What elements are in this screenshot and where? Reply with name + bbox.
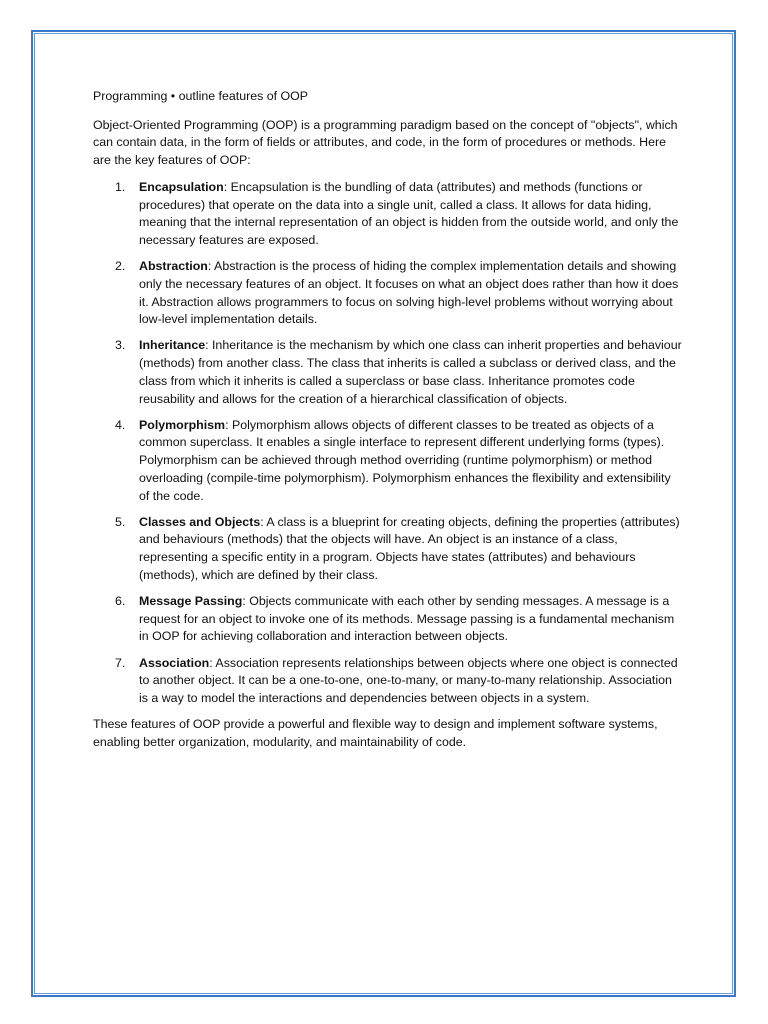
document-heading: Programming • outline features of OOP	[93, 89, 309, 103]
feature-term: Abstraction	[139, 259, 208, 274]
feature-description: : Inheritance is the mechanism by which one class can inherit properties and behaviour (methods) from another class. The class that inherits is called a subclass or derived class, and the class from which it inherits is called a superclass or base class. Inheritance promotes code reusability and allows for the creation of a hierarchical classification of objects.	[139, 338, 682, 406]
feature-description: : Abstraction is the process of hiding the complex implementation details and showing only the necessary features of an object. It focuses on what an object does rather than how it does it. Abstraction allows programmers to focus on solving high-level problems without worrying about low-level implementation details.	[139, 259, 679, 327]
feature-number: 1.	[115, 179, 126, 194]
document-body	[93, 88, 683, 761]
feature-term: Polymorphism	[139, 417, 226, 432]
feature-term: Encapsulation	[139, 179, 224, 194]
feature-description: : Encapsulation is the bundling of data (attributes) and methods (functions or procedures) that operate on the data into a single unit, called a class. It allows for data hiding, meaning that the internal representation of an object is hidden from the outside world, and only the necessary features are exposed.	[139, 179, 679, 247]
feature-item-abstraction	[93, 258, 683, 329]
feature-description: : Association represents relationships between objects where one object is connected to another object. It can be a one-to-one, one-to-many, or many-to-many relationship. Association is a way to model the interactions and dependencies between objects in a system.	[139, 655, 678, 706]
closing-paragraph: These features of OOP provide a powerful and flexible way to design and implement software systems, enabling better organization, modularity, and maintainability of code.	[93, 717, 658, 749]
feature-item-message-passing	[93, 593, 683, 646]
feature-description: : Polymorphism allows objects of different classes to be treated as objects of a common superclass. It enables a single interface to represent different underlying forms (types). Polymorphism can be achieved through method overriding (runtime polymorphism) or method overloading (compile-time polymorphism). Polymorphism enhances the flexibility and extensibility of the code.	[139, 417, 671, 503]
feature-number: 7.	[115, 655, 126, 670]
feature-number: 4.	[115, 417, 126, 432]
feature-term: Message Passing	[139, 594, 243, 609]
feature-item-encapsulation	[93, 179, 683, 250]
feature-item-association	[93, 655, 683, 708]
features-list	[93, 179, 683, 708]
feature-number: 2.	[115, 259, 126, 274]
feature-item-classes-and-objects	[93, 514, 683, 585]
feature-term: Inheritance	[139, 338, 206, 353]
feature-description: : Objects communicate with each other by sending messages. A message is a request for an object to invoke one of its methods. Message passing is a fundamental mechanism in OOP for achieving collaboration and interaction between objects.	[139, 594, 675, 644]
feature-number: 6.	[115, 594, 126, 609]
feature-description: : A class is a blueprint for creating objects, defining the properties (attributes) and behaviours (methods) that the objects will have. An object is an instance of a class, representing a specific entity in a program. Objects have states (attributes) and behaviours (methods), which are defined by their class.	[139, 514, 680, 582]
feature-term: Classes and Objects	[139, 514, 261, 529]
feature-item-polymorphism	[93, 417, 683, 506]
feature-number: 3.	[115, 338, 126, 353]
feature-item-inheritance	[93, 337, 683, 408]
feature-term: Association	[139, 655, 210, 670]
feature-number: 5.	[115, 514, 126, 529]
intro-paragraph: Object-Oriented Programming (OOP) is a programming paradigm based on the concept of "objects", which can contain data, in the form of fields or attributes, and code, in the form of procedures or methods. Here are the key features of OOP:	[93, 117, 678, 168]
